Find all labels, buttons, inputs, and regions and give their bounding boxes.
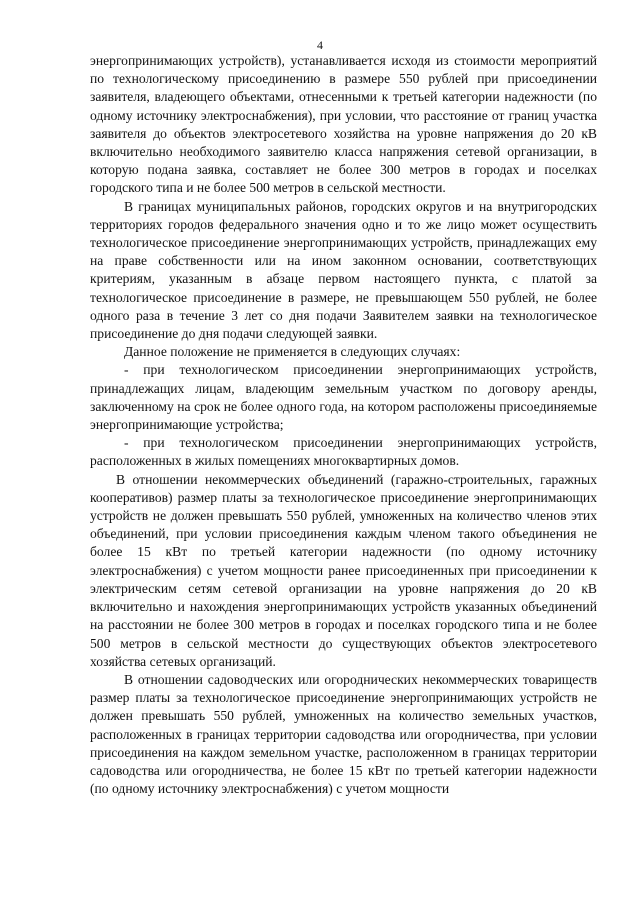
paragraph-garage-cooperatives: В отношении некоммерческих объединений (гаражно-строительных, гаражных кооперативов) размер платы за технологическое присоединение энергопринимающих устройств не должен превышать 550 рублей, умноженных на количество членов этих объединений, при условии присоединения каждым членом такого объединения не более 15 кВт по третьей категории надежности (по одному источнику электроснабжения) с учетом мощности ранее присоединенных при присоединении к электрическим сетям сетевой организации на уровне напряжения до 20 кВ включительно и нахождения энергопринимающих устройств указанных объединений на расстоянии не более 300 метров в городах и поселках городского типа и не более 500 метров в сельской местности до существующих объектов электросетевого хозяйства сетевых организаций. [90,471,597,669]
exception-item-apartments: - при технологическом присоединении энергопринимающих устройств, расположенных в жилых помещениях многоквартирных домов. [90,435,597,469]
paragraph-garden-partnerships: В отношении садоводческих или огороднических некоммерческих товариществ размер платы за технологическое присоединение энергопринимающих устройств не должен превышать 550 рублей, умноженных на количество земельных участков, расположенных в границах территории садоводства или огородничества, при условии присоединения на каждом земельном участке, расположенном в границах территории садоводства или огородничества, не более 15 кВт по третьей категории надежности (по одному источнику электроснабжения) с учетом мощности [90,671,597,797]
paragraph-continuation: энергопринимающих устройств), устанавливается исходя из стоимости мероприятий по технологическому присоединению в размере 550 рублей при присоединении заявителя, владеющего объектами, отнесенными к третьей категории надежности (по одному источнику электроснабжения), при условии, что расстояние от границ участка заявителя до объектов электросетевого хозяйства на уровне напряжения до 20 кВ включительно необходимого заявителю класса напряжения сетевой организации, в которую подана заявка, составляет не более 300 метров в городах и поселках городского типа и не более 500 метров в сельской местности. [90,53,597,196]
page-number: 4 [317,38,323,52]
paragraph-municipal-boundaries: В границах муниципальных районов, городских округов и на внутригородских территориях городов федерального значения одно и то же лицо может осуществить технологическое присоединение энергопринимающих устройств, принадлежащих ему на праве собственности или на ином законном основании, соответствующих критериям, указанным в абзаце первом настоящего пункта, с платой за технологическое присоединение в размере, не превышающем 550 рублей, не более одного раза в течение 3 лет со дня подачи Заявителем заявки на технологическое присоединение до дня подачи следующей заявки. [90,198,597,342]
paragraph-exceptions-intro: Данное положение не применяется в следующих случаях: [124,344,461,360]
document-body [90,52,597,798]
exception-item-lease: - при технологическом присоединении энергопринимающих устройств, принадлежащих лицам, владеющим земельным участком по договору аренды, заключенному на срок не более одного года, на котором расположены присоединяемые энергопринимающие устройства; [90,362,597,433]
